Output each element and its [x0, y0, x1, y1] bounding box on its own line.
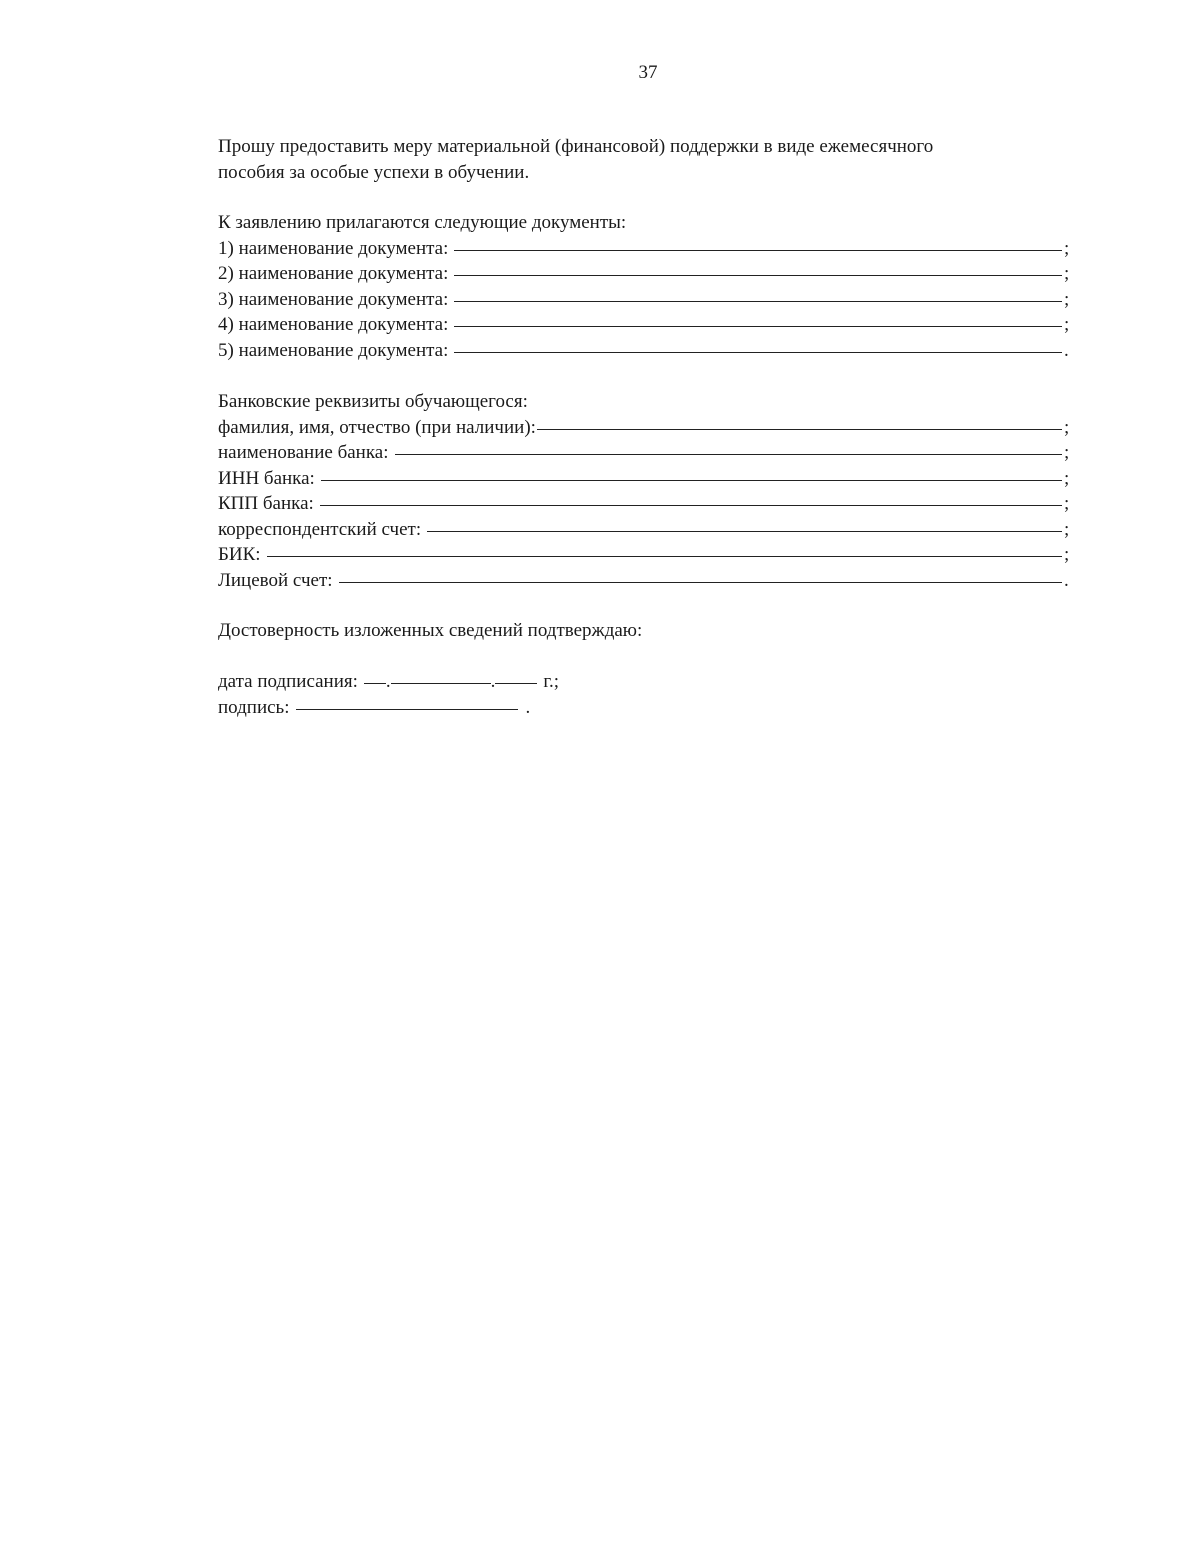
request-line-2: пособия за особые успехи в обучении.: [218, 161, 530, 183]
document-item-3: [218, 287, 1074, 313]
document-item-label: 3) наименование документа:: [218, 288, 449, 310]
bank-field-personal-account: [218, 568, 1074, 594]
bank-field-label: БИК:: [218, 544, 261, 565]
bank-field-kpp: [218, 491, 1074, 517]
bank-field-correspondent-account: [218, 517, 1074, 543]
document-item-4: [218, 312, 1074, 338]
bank-details-section: [218, 389, 1074, 593]
document-item-2: [218, 261, 1074, 287]
document-item-blank[interactable]: [454, 274, 1062, 276]
bank-field-terminator: ;: [1064, 467, 1070, 489]
bank-field-blank[interactable]: [427, 530, 1062, 532]
request-paragraph: [218, 134, 1074, 185]
bank-field-label: КПП банка:: [218, 493, 314, 514]
bank-field-label: наименование банка:: [218, 442, 389, 463]
bank-field-blank[interactable]: [339, 581, 1062, 583]
document-item-5: [218, 338, 1074, 364]
bank-field-terminator: ;: [1064, 416, 1070, 438]
bank-field-bik: [218, 542, 1074, 568]
document-item-blank[interactable]: [454, 351, 1062, 353]
document-item-blank[interactable]: [454, 300, 1062, 302]
signature-terminator: .: [525, 696, 531, 718]
document-item-blank[interactable]: [454, 325, 1062, 327]
document-item-1: [218, 236, 1074, 262]
bank-field-label: корреспондентский счет:: [218, 518, 422, 540]
signature-label: подпись:: [218, 696, 290, 718]
signing-date-row: [218, 669, 1074, 695]
signing-date-label: дата подписания:: [218, 671, 358, 692]
bank-field-terminator: ;: [1064, 518, 1070, 540]
bank-field-bank-name: [218, 440, 1074, 466]
year-suffix: г.;: [543, 671, 560, 692]
bank-field-blank[interactable]: [320, 504, 1062, 506]
bank-field-label: фамилия, имя, отчество (при наличии):: [218, 416, 536, 438]
date-year-blank[interactable]: [495, 682, 537, 684]
signature-row: [218, 695, 1074, 721]
bank-field-label: Лицевой счет:: [218, 569, 333, 591]
bank-field-terminator: ;: [1064, 544, 1070, 565]
bank-field-blank[interactable]: [267, 555, 1062, 557]
signature-section: [218, 669, 1074, 720]
bank-field-label: ИНН банка:: [218, 467, 315, 489]
document-item-label: 5) наименование документа:: [218, 339, 449, 361]
date-month-blank[interactable]: [391, 682, 491, 684]
bank-field-full-name: [218, 415, 1074, 441]
bank-field-terminator: .: [1064, 569, 1069, 591]
attached-documents-heading: К заявлению прилагаются следующие документы:: [218, 212, 627, 233]
page-number: 37: [638, 62, 658, 83]
date-separator: .: [490, 671, 496, 692]
document-item-terminator: ;: [1064, 314, 1070, 335]
date-separator: .: [385, 671, 391, 692]
document-item-label: 1) наименование документа:: [218, 237, 449, 259]
bank-field-blank[interactable]: [321, 479, 1062, 481]
request-line-1: Прошу предоставить меру материальной (финансовой) поддержки в виде ежемесячного: [218, 136, 934, 157]
document-item-terminator: ;: [1064, 237, 1070, 259]
bank-field-blank[interactable]: [395, 453, 1063, 455]
date-day-blank[interactable]: [364, 682, 386, 684]
attached-documents-section: [218, 210, 1074, 363]
confirmation-statement: Достоверность изложенных сведений подтверждаю:: [218, 620, 643, 641]
document-item-terminator: ;: [1064, 263, 1070, 284]
bank-field-terminator: ;: [1064, 442, 1070, 463]
bank-field-terminator: ;: [1064, 493, 1070, 514]
document-item-label: 2) наименование документа:: [218, 263, 449, 284]
bank-field-inn: [218, 466, 1074, 492]
bank-field-blank[interactable]: [537, 428, 1062, 430]
signature-blank[interactable]: [296, 708, 518, 710]
bank-details-heading: Банковские реквизиты обучающегося:: [218, 391, 528, 412]
document-item-terminator: ;: [1064, 288, 1070, 310]
document-item-label: 4) наименование документа:: [218, 314, 449, 335]
document-item-terminator: .: [1064, 339, 1069, 361]
document-item-blank[interactable]: [454, 249, 1062, 251]
